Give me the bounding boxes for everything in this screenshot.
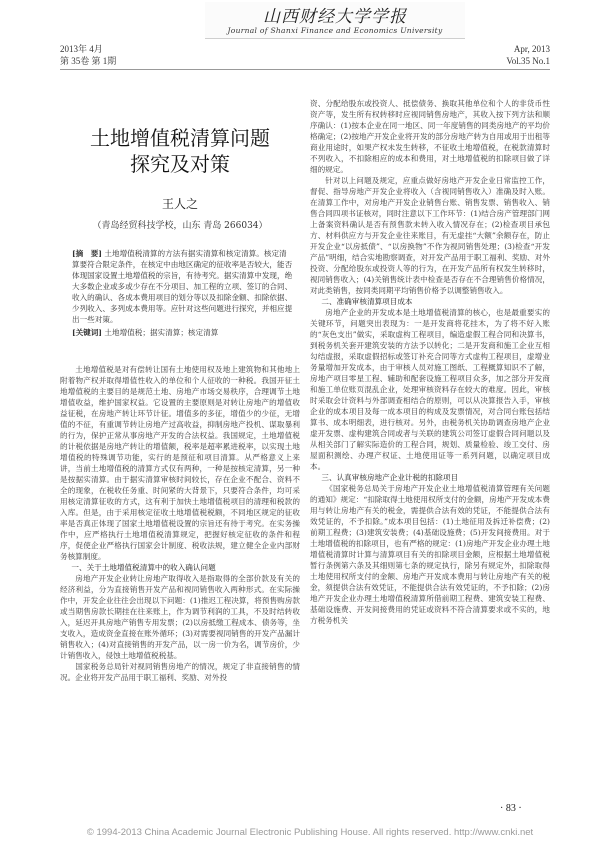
body-paragraph: 土地增值税是对有偿转让国有土地使用权及地上建筑物和其他地上附着物产权并取得增值性收入的单位和个人征收的一种税。我国开征土地增值税的主要目的是规范土地、房地产市场交易秩序，合理调节土地增值收益，维护国家权益。它设置的主要原则是对转让房地产的增值收益征税，在房地产转让环节计征。增值多的多征，增值少的少征，无增值的不征，有重调节转让房地产过高收益，抑制房地产投机、谋取暴利的行为，保护正常从事房地产开发的合法权益。我国规定，土地增值税的计税依据是房地产转让的增值额，税率是超率累进税率，以实现土地增值税的特殊调节功能，实行的是预征和项目清算。从严格意义上来讲，当前土地增值税的清算方式仅有两种，一种是按核定清算，另一种是按据实清算。由于据实清算审核时间较长，存在企业不配合、资料不全的现象，在税收任务重、时间紧的大背景下，只要符合条件，均可采用核定清算征收的方式，这有利于加快土地增值税项目的清理和税款的入库。但是，由于采用核定征收土地增值税税额，不同地区规定的征收率是否真正体现了国家土地增值税设置的宗旨还有待于考究。在实务操作中，应严格执行土地增值税清算规定，把握好核定征收的条件和程序，促使企业严格执行国家会计制度、税收法规，建立健全企业内部财务核算制度。 bbox=[60, 365, 300, 561]
page-number: · 83 · bbox=[500, 803, 522, 814]
keywords-label: [关键词] bbox=[72, 328, 102, 337]
body-paragraph: 资、分配给股东或投资人、抵偿债务、换取其他单位和个人的非货币性资产等，发生所有权转移时应视同销售房地产，其收入按下列方法和顺序确认：(1)按本企业在同一地区、同一年度销售的同类房地产的平均价格确定；(2)按地产开发企业将开发的部分房地产转为自用或用于出租等商业用途时，如果产权未发生转移，不征收土地增值税，在税款清算时不列收入，不扣除相应的成本和费用，对土地增值税的扣除项目做了详细的规定。 bbox=[310, 99, 550, 174]
author-affiliation: （青岛经贸科技学校，山东 青岛 266034） bbox=[92, 221, 268, 231]
article-title-line-2: 探究及对策 bbox=[130, 152, 230, 176]
abstract-label: [摘 要] bbox=[72, 249, 102, 258]
abstract-text: 土地增值税清算的方法有据实清算和核定清算。核定清算要符合限定条件，在核定中由地区确定的征收率是否较大，能否体现国家设置土地增值税的宗旨，有待考究。据实清算中发现，绝大多数企业或多或少存在不分项目、加工程的立项、签订的合同、收入的确认、各成本费用项目的划分等以及扣除金额、扣除依据、少列收入、多列成本费用等。应针对这些问题进行探究，并相应提出一些对策。 bbox=[72, 249, 293, 324]
body-paragraph: 《国家税务总局关于房地产开发企业土地增值税清算管理有关问题的通知》规定：“扣除取得土地使用权所支付的金额，房地产开发成本费用与转让房地产有关的税金，需提供合法有效的凭证，不能提供合法有效凭证的，不予扣除。”成本项目包括：(1)土地征用及拆迁补偿费；(2)前期工程费；(3)建筑安装费；(4)基础设施费；(5)开发间接费用。对于土地增值税的扣除项目，也有严格的规定：(1)房地产开发企业办理土地增值税清算时计算与清算项目有关的扣除项目金额，应根据土地增值税暂行条例第六条及其细则第七条的规定执行，除另有规定外，扣除取得土地使用权所支付的金额、房地产开发成本费用与转让房地产有关的税金，须提供合法有效凭证，不能提供合法有效凭证的，不予扣除；(2)房地产开发企业办理土地增值税清算所借前期工程费、建筑安装工程费、基础设施费、开发间接费用的凭证或资料不符合清算要求或不实的，地方税务机关 bbox=[310, 484, 550, 625]
body-paragraph: 房地产企业的开发成本是土地增值税清算的核心，也是最重要实的关键环节，问题突出表现为：一是开发商将花挂木，为了将不好入账的“灰色支出”做实，采取虚构工程项目，编造虚假工程合同和决算书，到税务机关套开建筑安装的方法予以转化；二是开发商和施工企业互相勾结虚报，采取虚假招标或签订补充合同等方式虚构工程项目，虚增业务量增加开发成本，由于审核人员对施工图纸、工程概算知识不了解，房地产项目零星工程、辅助和配套设施工程项目众多，加之部分开发商和施工单位账页混乱企业，处理审核资料存在较大的难度。因此，审核时采取会计资料与外部调查相结合的原则，可以从决算报告入手，审核企业的成本项目及每一成本项目的构成及发票情况，对合同台账包括结算书、成本明细表，进行核对。另外，由税务机关协助调查房地产企业虚开发票、虚构建筑合同或者与关联的建筑公司签订虚假合同问题以及从相关部门了解实际造价的工程合同，规划、质量检验、竣工交付、房屋面积测绘、办理产权证、土地使用证等一系列问题，以确定项目成本。 bbox=[310, 308, 550, 471]
right-column bbox=[310, 98, 550, 626]
section-heading-3: 三、认真审核房地产企业计税的扣除项目 bbox=[321, 473, 459, 482]
article-author: 王人之 bbox=[161, 197, 198, 211]
issue-date-right: Apr, 2013 bbox=[513, 44, 550, 54]
journal-title-en: Journal of Shanxi Finance and Economics University bbox=[227, 26, 443, 35]
journal-masthead bbox=[205, 2, 465, 39]
header-divider bbox=[60, 69, 550, 70]
section-heading-2: 二、准确审核清算项目成本 bbox=[321, 297, 413, 306]
body-paragraph: 房地产开发企业转让房地产取得收入是指取得的全部价款及有关的经济利益，分为直接销售开发产品和视同销售收入两种形式。在实际操作中，开发企业往往会出现以下问题：(1)推迟工程决算，将预售购房款或当期售房款长期挂在往来账上，作为调节利润的工具，不及时结转收入，延迟开具房地产销售专用发票；(2)以房抵缴工程成本、债务等，坐支收入，造成资金直接在账外循环；(3)对需要视同销售的开发产品漏计销售收入；(4)对直接销售的开发产品，以一房一价为名，调节房价，少计销售收入，侵蚀土地增值税税基。 bbox=[60, 574, 300, 660]
body-paragraph: 国家税务总局针对视同销售房地产的情况，规定了非直接销售的情况。企业将开发产品用于职工福利、奖励、对外投 bbox=[60, 662, 300, 682]
issue-volume-right: Vol.35 No.1 bbox=[506, 56, 550, 66]
copyright-line: © 1994-2013 China Academic Journal Electronic Publishing House. All rights reserved. http://www.cnki.net bbox=[86, 827, 534, 838]
keywords-text: 土地增值税；据实清算；核定清算 bbox=[104, 328, 219, 337]
journal-title-cn: 山西财经大学学报 bbox=[263, 7, 407, 27]
issue-date-left: 2013年 4月 bbox=[60, 44, 103, 54]
article-title-line-1: 土地增值税清算问题 bbox=[90, 126, 270, 150]
issue-volume-left: 第 35卷 第 1期 bbox=[60, 56, 117, 66]
section-heading-1: 一、关于土地增值税清算中的收入确认问题 bbox=[71, 563, 216, 572]
left-column bbox=[60, 364, 300, 683]
abstract bbox=[72, 248, 294, 338]
body-paragraph: 针对以上问题及规定，应重点做好房地产开发企业日常监控工作，督促、指导房地产开发企业将收入（含视同销售收入）准确及时入账。在清算工作中，对房地产开发企业销售台账、销售发票、销售收入、销售合同四项书证核对，同时注意以下工作环节：(1)结合房产管理部门网上备案资料确认是否有预售款未转入收入情况存在；(2)检查项目承包方、材料供应方与开发企业往来账目，有无虚挂“大额”余额存在，防止开发企业“以房抵债”、“以房换物”不作为视同销售处理；(3)检查“开发产品”明细，结合实地勘察调查，对开发产品用于职工福利、奖励、对外投资、分配给股东或投资人等的行为，在开发产品所有权发生转移时，视同销售收入；(4)关销售统计表中检查是否存在不合理销售价格情况，对此类销售，按同类同期平均销售价格予以调整销售收入。 bbox=[310, 176, 550, 295]
